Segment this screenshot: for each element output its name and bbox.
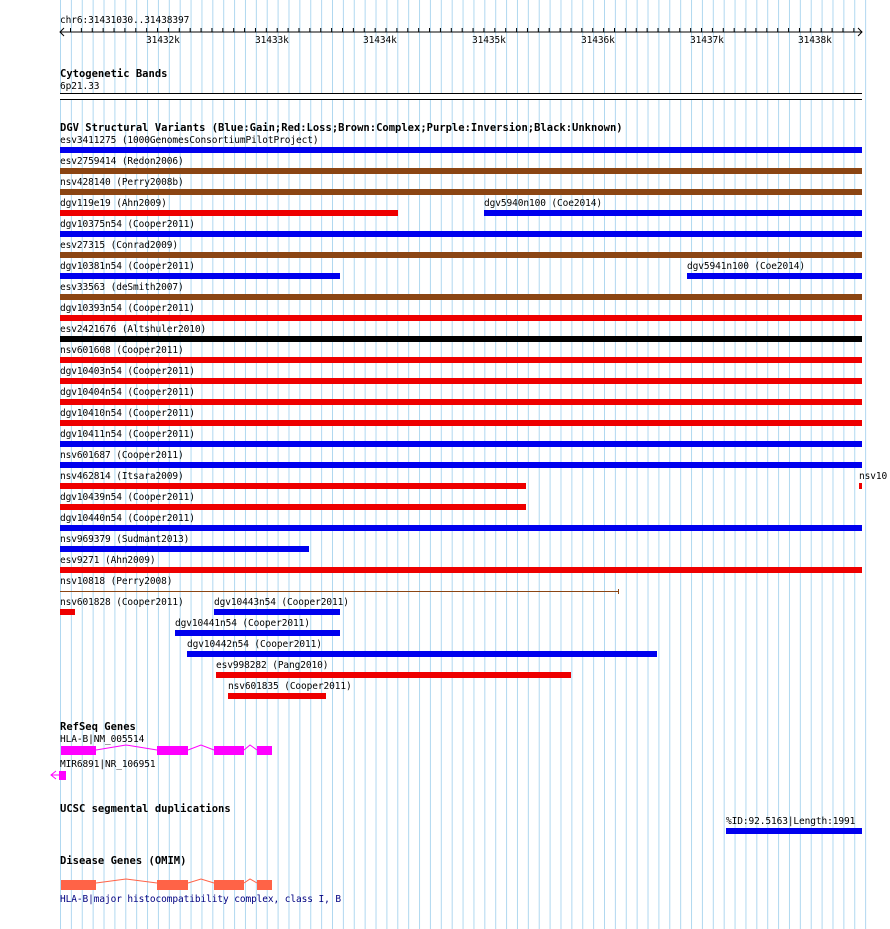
- track-title-dgv: DGV Structural Variants (Blue:Gain;Red:Loss;Brown:Complex;Purple:Inversion;Black:Unknown): [60, 122, 623, 134]
- variant-label: dgv10403n54 (Cooper2011): [60, 366, 195, 377]
- variant-label: esv998282 (Pang2010): [216, 660, 329, 671]
- variant-bar-gain[interactable]: [60, 441, 862, 447]
- variant-label: dgv10375n54 (Cooper2011): [60, 219, 195, 230]
- track-title-omim: Disease Genes (OMIM): [60, 855, 187, 867]
- segdup-feature[interactable]: [726, 828, 862, 834]
- ruler-tick-label: 31436k: [581, 35, 615, 46]
- variant-label: dgv10411n54 (Cooper2011): [60, 429, 195, 440]
- variant-bar-loss[interactable]: [60, 315, 862, 321]
- variant-label: nsv601687 (Cooper2011): [60, 450, 184, 461]
- variant-label: dgv10381n54 (Cooper2011): [60, 261, 195, 272]
- variant-label: nsv601608 (Cooper2011): [60, 345, 184, 356]
- track-title-segdups: UCSC segmental duplications: [60, 803, 231, 815]
- variant-bar-loss[interactable]: [228, 693, 326, 699]
- variant-bar-loss[interactable]: [60, 210, 398, 216]
- variant-label: dgv10439n54 (Cooper2011): [60, 492, 195, 503]
- variant-label: esv3411275 (1000GenomesConsortiumPilotProject): [60, 135, 319, 146]
- variant-label: nsv601828 (Cooper2011): [60, 597, 184, 608]
- variant-label: dgv10440n54 (Cooper2011): [60, 513, 195, 524]
- variant-bar-gain[interactable]: [60, 525, 862, 531]
- ruler[interactable]: [0, 0, 890, 50]
- ruler-tick-label: 31434k: [363, 35, 397, 46]
- variant-label: esv27315 (Conrad2009): [60, 240, 179, 251]
- variant-bar-loss[interactable]: [60, 483, 526, 489]
- variant-bar-loss[interactable]: [60, 609, 75, 615]
- variant-bar-gain[interactable]: [187, 651, 657, 657]
- track-title-refseq: RefSeq Genes: [60, 721, 136, 733]
- variant-bar-loss[interactable]: [60, 567, 862, 573]
- gene-model-mir6891[interactable]: [48, 769, 78, 783]
- variant-bar-loss[interactable]: [60, 378, 862, 384]
- variant-bar-gain[interactable]: [214, 609, 340, 615]
- variant-bar-gain[interactable]: [60, 546, 309, 552]
- variant-label: dgv5940n100 (Coe2014): [484, 198, 603, 209]
- variant-label: dgv10442n54 (Cooper2011): [187, 639, 322, 650]
- ruler-tick-label: 31432k: [146, 35, 180, 46]
- gene-model-omim-hla-b[interactable]: [0, 876, 890, 896]
- ruler-region-label: chr6:31431030..31438397: [60, 15, 190, 26]
- variant-bar-gain[interactable]: [687, 273, 862, 279]
- variant-bar-unknown[interactable]: [60, 336, 862, 342]
- ruler-tick-label: 31435k: [472, 35, 506, 46]
- variant-label: nsv601835 (Cooper2011): [228, 681, 352, 692]
- variant-label: nsv969379 (Sudmant2013): [60, 534, 190, 545]
- variant-bar-complex[interactable]: [60, 294, 862, 300]
- cytoband-label: 6p21.33: [60, 81, 100, 92]
- variant-bar-loss[interactable]: [60, 357, 862, 363]
- ruler-tick-label: 31433k: [255, 35, 289, 46]
- segdup-label: %ID:92.5163|Length:1991: [726, 816, 856, 827]
- variant-bar-gain[interactable]: [60, 273, 340, 279]
- variant-bar-gain[interactable]: [60, 231, 862, 237]
- gene-label: MIR6891|NR_106951: [60, 759, 156, 770]
- variant-bar-complex[interactable]: [60, 189, 862, 195]
- variant-bar-gain[interactable]: [484, 210, 862, 216]
- variant-label: dgv10393n54 (Cooper2011): [60, 303, 195, 314]
- variant-bar-complex[interactable]: [60, 591, 619, 592]
- variant-label: dgv5941n100 (Coe2014): [687, 261, 806, 272]
- variant-bar-gain[interactable]: [60, 147, 862, 153]
- ruler-tick-label: 31438k: [798, 35, 832, 46]
- variant-bar-complex[interactable]: [60, 168, 862, 174]
- variant-label: esv2421676 (Altshuler2010): [60, 324, 207, 335]
- variant-label: dgv10443n54 (Cooper2011): [214, 597, 349, 608]
- variant-label: dgv10441n54 (Cooper2011): [175, 618, 310, 629]
- gene-label: HLA-B|NM_005514: [60, 734, 145, 745]
- variant-bar-complex[interactable]: [60, 252, 862, 258]
- omim-gene-label: HLA-B|major histocompatibility complex, class I, B: [60, 894, 341, 905]
- variant-label: dgv10410n54 (Cooper2011): [60, 408, 195, 419]
- variant-label: nsv10: [859, 471, 888, 482]
- variant-label: esv33563 (deSmith2007): [60, 282, 184, 293]
- variant-bar-loss[interactable]: [60, 504, 526, 510]
- variant-label: nsv462814 (Itsara2009): [60, 471, 184, 482]
- variant-label: nsv10818 (Perry2008): [60, 576, 173, 587]
- variant-label: dgv10404n54 (Cooper2011): [60, 387, 195, 398]
- track-title-cytobands: Cytogenetic Bands: [60, 68, 168, 80]
- variant-bar-gain[interactable]: [60, 462, 862, 468]
- variant-label: esv9271 (Ahn2009): [60, 555, 156, 566]
- variant-bar-loss[interactable]: [60, 399, 862, 405]
- variant-bar-loss[interactable]: [60, 420, 862, 426]
- variant-bar-loss[interactable]: [859, 483, 862, 489]
- variant-label: nsv428140 (Perry2008b): [60, 177, 184, 188]
- cytoband-feature[interactable]: [60, 93, 862, 100]
- ruler-tick-label: 31437k: [690, 35, 724, 46]
- variant-bar-loss[interactable]: [216, 672, 571, 678]
- variant-bar-gain[interactable]: [175, 630, 340, 636]
- variant-label: esv2759414 (Redon2006): [60, 156, 184, 167]
- variant-label: dgv119e19 (Ahn2009): [60, 198, 167, 209]
